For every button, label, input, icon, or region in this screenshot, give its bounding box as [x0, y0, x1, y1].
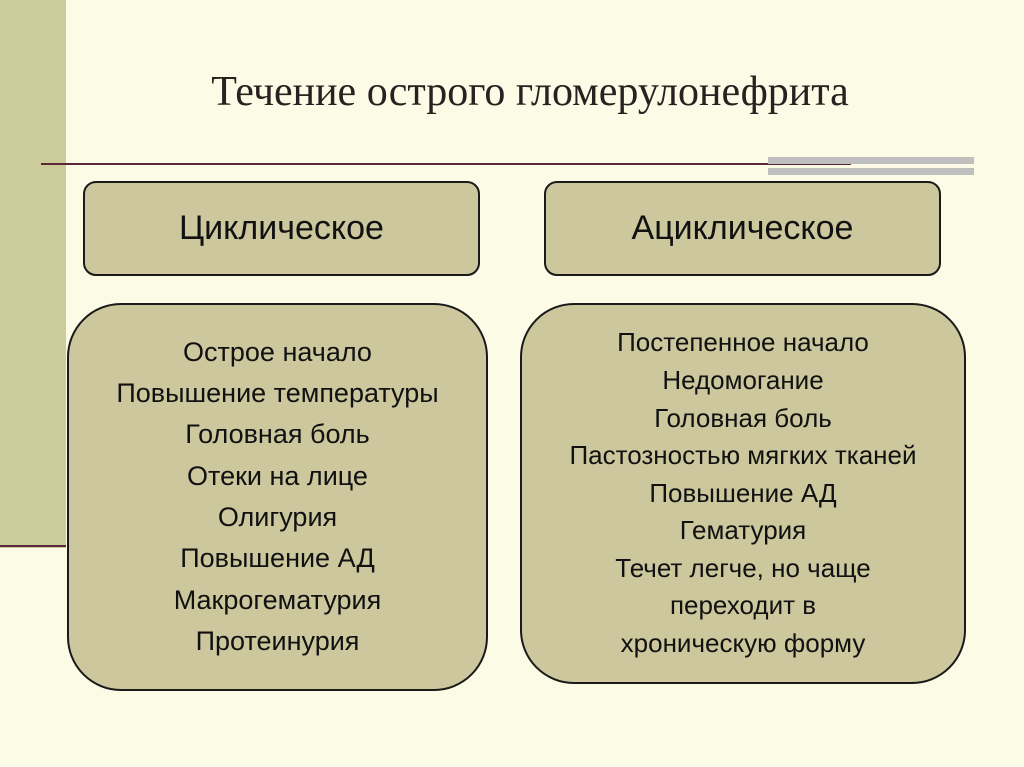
list-item: Пастозностью мягких тканей [569, 440, 917, 471]
list-item: Макрогематурия [173, 584, 382, 615]
list-item: Отеки на лице [187, 460, 368, 491]
acyclic-symptoms-box [520, 303, 966, 684]
title-divider-accent [768, 157, 974, 177]
left-band-divider [0, 545, 66, 547]
list-item: Гематурия [679, 515, 807, 546]
header-acyclic [544, 181, 941, 276]
list-item: Головная боль [654, 402, 832, 433]
list-item: Олигурия [217, 502, 338, 532]
list-item: Повышение АД [180, 543, 375, 574]
cyclic-symptoms-box [67, 303, 488, 691]
list-item: Повышение АД [649, 477, 837, 508]
header-cyclic [83, 181, 480, 276]
list-item: Головная боль [185, 419, 370, 450]
page-title: Течение острого гломерулонефрита [211, 69, 849, 115]
list-item: переходит в [669, 590, 817, 621]
title-divider [41, 163, 851, 165]
list-item: Недомогание [662, 364, 824, 395]
header-cyclic-label: Циклическое [179, 209, 384, 247]
list-item: Повышение температуры [116, 378, 439, 409]
list-item: Острое начало [183, 336, 372, 367]
list-item: Течет легче, но чаще [615, 552, 871, 583]
list-item: хроническую форму [620, 628, 866, 659]
list-item: Протеинурия [195, 625, 360, 656]
header-acyclic-label: Ациклическое [631, 209, 854, 247]
list-item: Постепенное начало [617, 327, 869, 358]
